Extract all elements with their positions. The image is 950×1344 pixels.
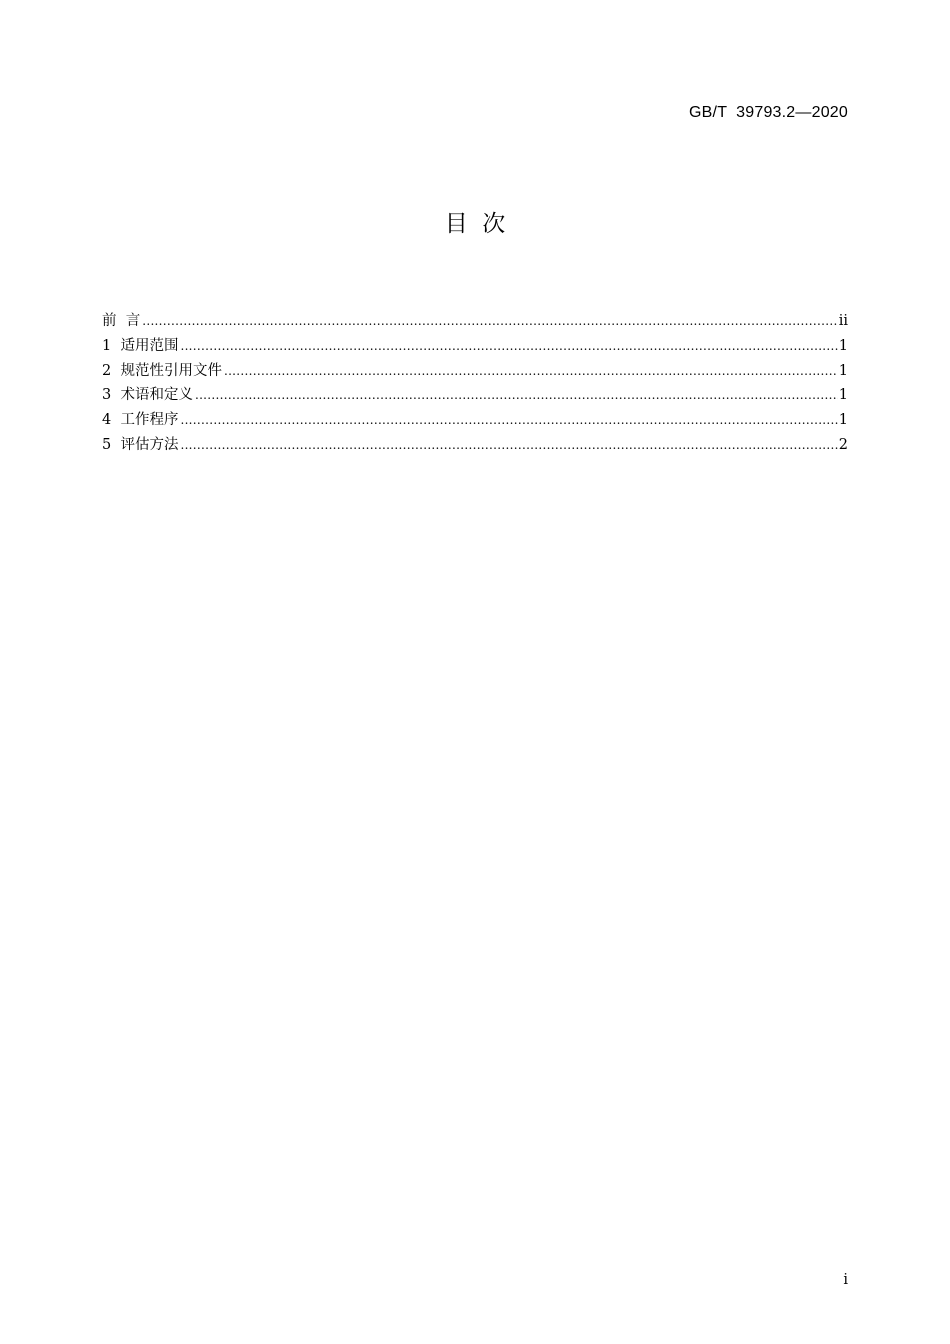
toc-dot-leader bbox=[142, 309, 838, 334]
toc-dot-leader bbox=[180, 433, 837, 458]
toc-entry-page: 2 bbox=[838, 436, 848, 453]
toc-entry-page: 1 bbox=[838, 337, 848, 354]
toc-entry-label: 3 术语和定义 bbox=[102, 387, 193, 404]
toc-entry-terms-definitions[interactable] bbox=[102, 383, 848, 408]
toc-title: 目 次 bbox=[444, 211, 506, 237]
toc-dot-leader bbox=[180, 334, 837, 359]
toc-entry-label: 前 言 bbox=[102, 313, 141, 329]
toc-dot-leader bbox=[224, 359, 838, 384]
toc-entry-label: 4 工作程序 bbox=[102, 412, 179, 429]
toc-entry-label: 2 规范性引用文件 bbox=[102, 362, 222, 379]
toc-entry-assessment-method[interactable] bbox=[102, 433, 848, 458]
toc-entry-label: 5 评估方法 bbox=[102, 436, 179, 453]
table-of-contents bbox=[102, 309, 848, 458]
toc-entry-page: 1 bbox=[838, 362, 848, 379]
toc-entry-normative-references[interactable] bbox=[102, 359, 848, 384]
toc-entry-page: 1 bbox=[838, 412, 848, 429]
toc-entry-foreword[interactable] bbox=[102, 309, 848, 334]
page-number: i bbox=[843, 1272, 848, 1288]
toc-entry-working-procedure[interactable] bbox=[102, 408, 848, 433]
toc-entry-page: ii bbox=[838, 313, 848, 329]
toc-entry-scope[interactable] bbox=[102, 334, 848, 359]
toc-entry-page: 1 bbox=[838, 387, 848, 404]
toc-dot-leader bbox=[195, 383, 838, 408]
toc-dot-leader bbox=[180, 408, 837, 433]
toc-entry-label: 1 适用范围 bbox=[102, 337, 179, 354]
document-code: GB/T 39793.2—2020 bbox=[689, 104, 848, 121]
